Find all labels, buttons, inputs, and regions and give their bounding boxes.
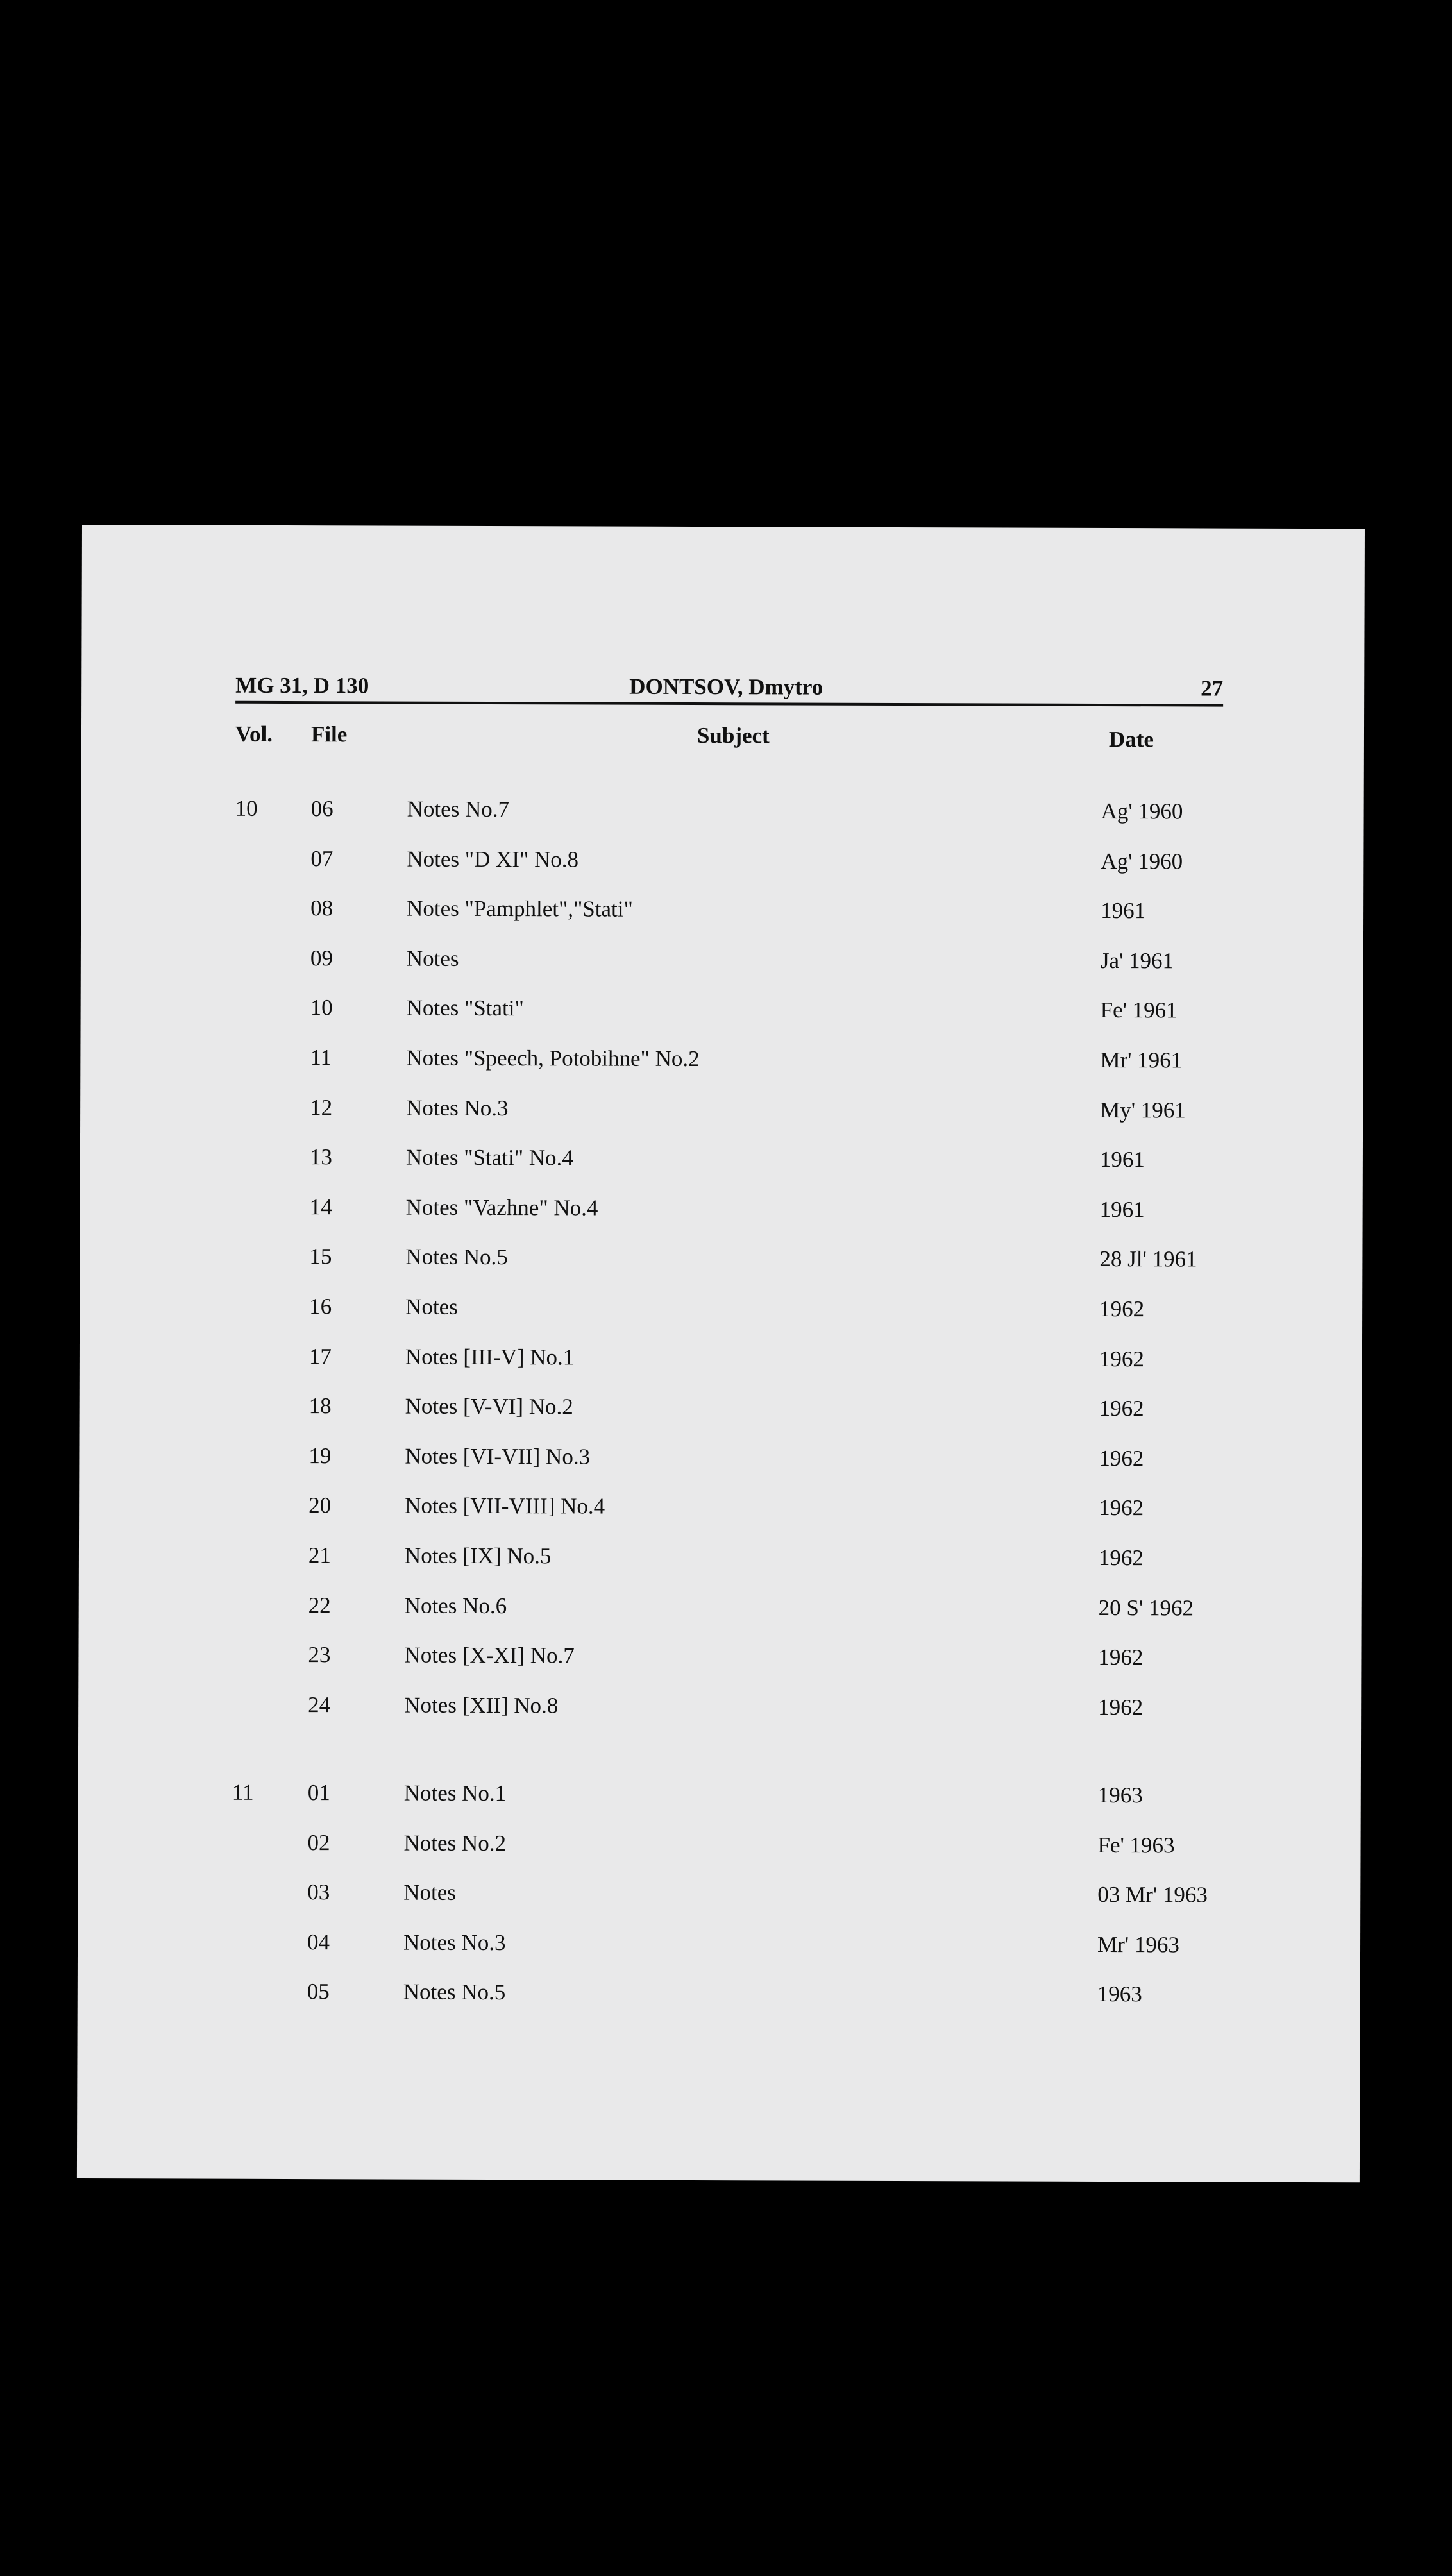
date-cell: 1961 (1101, 898, 1146, 924)
date-cell: 1961 (1099, 1196, 1145, 1223)
file-cell: 08 (310, 895, 333, 921)
subject-cell: Notes No.5 (403, 1979, 506, 2005)
subject-cell: Notes [VI-VII] No.3 (405, 1443, 591, 1470)
date-cell: 28 Jl' 1961 (1099, 1246, 1197, 1272)
subject-cell: Notes No.1 (403, 1780, 507, 1806)
file-cell: 20 (308, 1493, 332, 1518)
file-cell: 15 (309, 1244, 332, 1269)
file-cell: 01 (307, 1780, 330, 1806)
column-header-file: File (310, 722, 348, 747)
date-cell: 03 Mr' 1963 (1097, 1882, 1208, 1908)
subject-cell: Notes "D XI" No.8 (407, 846, 579, 872)
file-cell: 14 (309, 1194, 332, 1220)
date-cell: My' 1961 (1100, 1097, 1186, 1123)
subject-cell: Notes [V-VI] No.2 (405, 1393, 573, 1419)
date-cell: Fe' 1963 (1097, 1832, 1175, 1858)
table-row (78, 1779, 1361, 1815)
document-page (77, 525, 1365, 2182)
subject-cell: Notes (406, 945, 459, 971)
page-number: 27 (1201, 675, 1224, 701)
collection-reference: MG 31, D 130 (235, 672, 369, 699)
date-cell: 1962 (1098, 1694, 1144, 1720)
vol-cell: 11 (232, 1779, 254, 1805)
file-cell: 13 (309, 1144, 332, 1170)
table-row (81, 945, 1363, 981)
file-cell: 04 (307, 1929, 330, 1955)
subject-cell: Notes [XII] No.8 (404, 1692, 559, 1718)
file-cell: 03 (307, 1879, 330, 1905)
finding-aid-table (77, 525, 1365, 2182)
table-row (81, 845, 1363, 881)
vol-cell: 10 (235, 795, 258, 821)
file-cell: 16 (309, 1294, 332, 1319)
date-cell: Mr' 1961 (1100, 1047, 1183, 1073)
table-row (80, 1243, 1362, 1279)
subject-cell: Notes [X-XI] No.7 (404, 1642, 575, 1668)
table-row (79, 1443, 1362, 1479)
subject-cell: Notes No.5 (405, 1244, 508, 1270)
table-row (78, 1929, 1360, 1965)
date-cell: 1963 (1097, 1782, 1143, 1808)
file-cell: 22 (308, 1592, 331, 1618)
date-cell: 1962 (1099, 1346, 1144, 1371)
file-cell: 23 (308, 1642, 331, 1668)
file-cell: 18 (308, 1393, 332, 1419)
table-row (80, 1044, 1363, 1080)
subject-cell: Notes [IX] No.5 (404, 1543, 552, 1569)
table-row (78, 1879, 1360, 1915)
table-row (79, 1592, 1362, 1628)
subject-cell: Notes "Stati" (406, 995, 524, 1021)
file-cell: 06 (310, 796, 333, 822)
subject-cell: Notes [III-V] No.1 (405, 1344, 575, 1370)
table-row (79, 1492, 1362, 1528)
table-row (79, 1542, 1362, 1578)
table-row (78, 1641, 1361, 1677)
table-row (78, 1691, 1361, 1727)
table-row (81, 795, 1364, 831)
page-title: DONTSOV, Dmytro (629, 674, 823, 700)
subject-cell: Notes No.6 (404, 1593, 507, 1618)
subject-cell: Notes No.2 (403, 1830, 507, 1856)
table-row (78, 1978, 1360, 2014)
column-header-date: Date (1108, 727, 1154, 752)
subject-cell: Notes (405, 1294, 458, 1319)
subject-cell: Notes No.7 (407, 796, 510, 822)
date-cell: 1962 (1098, 1645, 1144, 1670)
file-cell: 12 (310, 1094, 333, 1120)
table-row (80, 1194, 1363, 1230)
file-cell: 07 (310, 845, 333, 871)
subject-cell: Notes "Pamphlet","Stati" (407, 895, 633, 922)
file-cell: 02 (307, 1829, 330, 1855)
file-cell: 21 (308, 1543, 332, 1568)
table-row (78, 1829, 1360, 1865)
subject-cell: Notes "Stati" No.4 (405, 1144, 573, 1171)
date-cell: 1962 (1099, 1495, 1144, 1521)
table-row (81, 895, 1363, 931)
subject-cell: Notes "Speech, Potobihne" No.2 (406, 1045, 700, 1072)
table-row (80, 1293, 1362, 1329)
file-cell: 17 (308, 1343, 332, 1369)
table-row (80, 1393, 1362, 1428)
date-cell: Ag' 1960 (1101, 848, 1183, 874)
subject-cell: Notes No.3 (403, 1929, 506, 1955)
table-row (81, 994, 1363, 1030)
date-cell: 1962 (1099, 1296, 1145, 1322)
date-cell: Ag' 1960 (1101, 798, 1183, 824)
table-row (80, 1144, 1363, 1180)
file-cell: 11 (310, 1045, 332, 1071)
file-cell: 10 (310, 995, 333, 1021)
file-cell: 19 (308, 1443, 332, 1469)
date-cell: Fe' 1961 (1100, 997, 1178, 1023)
table-row (80, 1094, 1363, 1130)
subject-cell: Notes (403, 1879, 457, 1906)
date-cell: 1962 (1099, 1445, 1144, 1471)
date-cell: 20 S' 1962 (1098, 1595, 1194, 1621)
date-cell: 1962 (1098, 1545, 1144, 1571)
date-cell: 1962 (1099, 1396, 1144, 1421)
subject-cell: Notes [VII-VIII] No.4 (405, 1493, 605, 1519)
date-cell: Ja' 1961 (1100, 947, 1174, 974)
subject-cell: Notes "Vazhne" No.4 (405, 1194, 598, 1221)
date-cell: Mr' 1963 (1097, 1931, 1179, 1958)
column-header-vol: Vol. (235, 721, 273, 747)
file-cell: 05 (307, 1979, 330, 2004)
date-cell: 1963 (1097, 1981, 1142, 2007)
table-row (80, 1343, 1362, 1379)
file-cell: 09 (310, 945, 333, 971)
file-cell: 24 (308, 1691, 331, 1718)
date-cell: 1961 (1099, 1147, 1145, 1173)
subject-cell: Notes No.3 (406, 1095, 509, 1121)
column-header-subject: Subject (696, 723, 770, 749)
